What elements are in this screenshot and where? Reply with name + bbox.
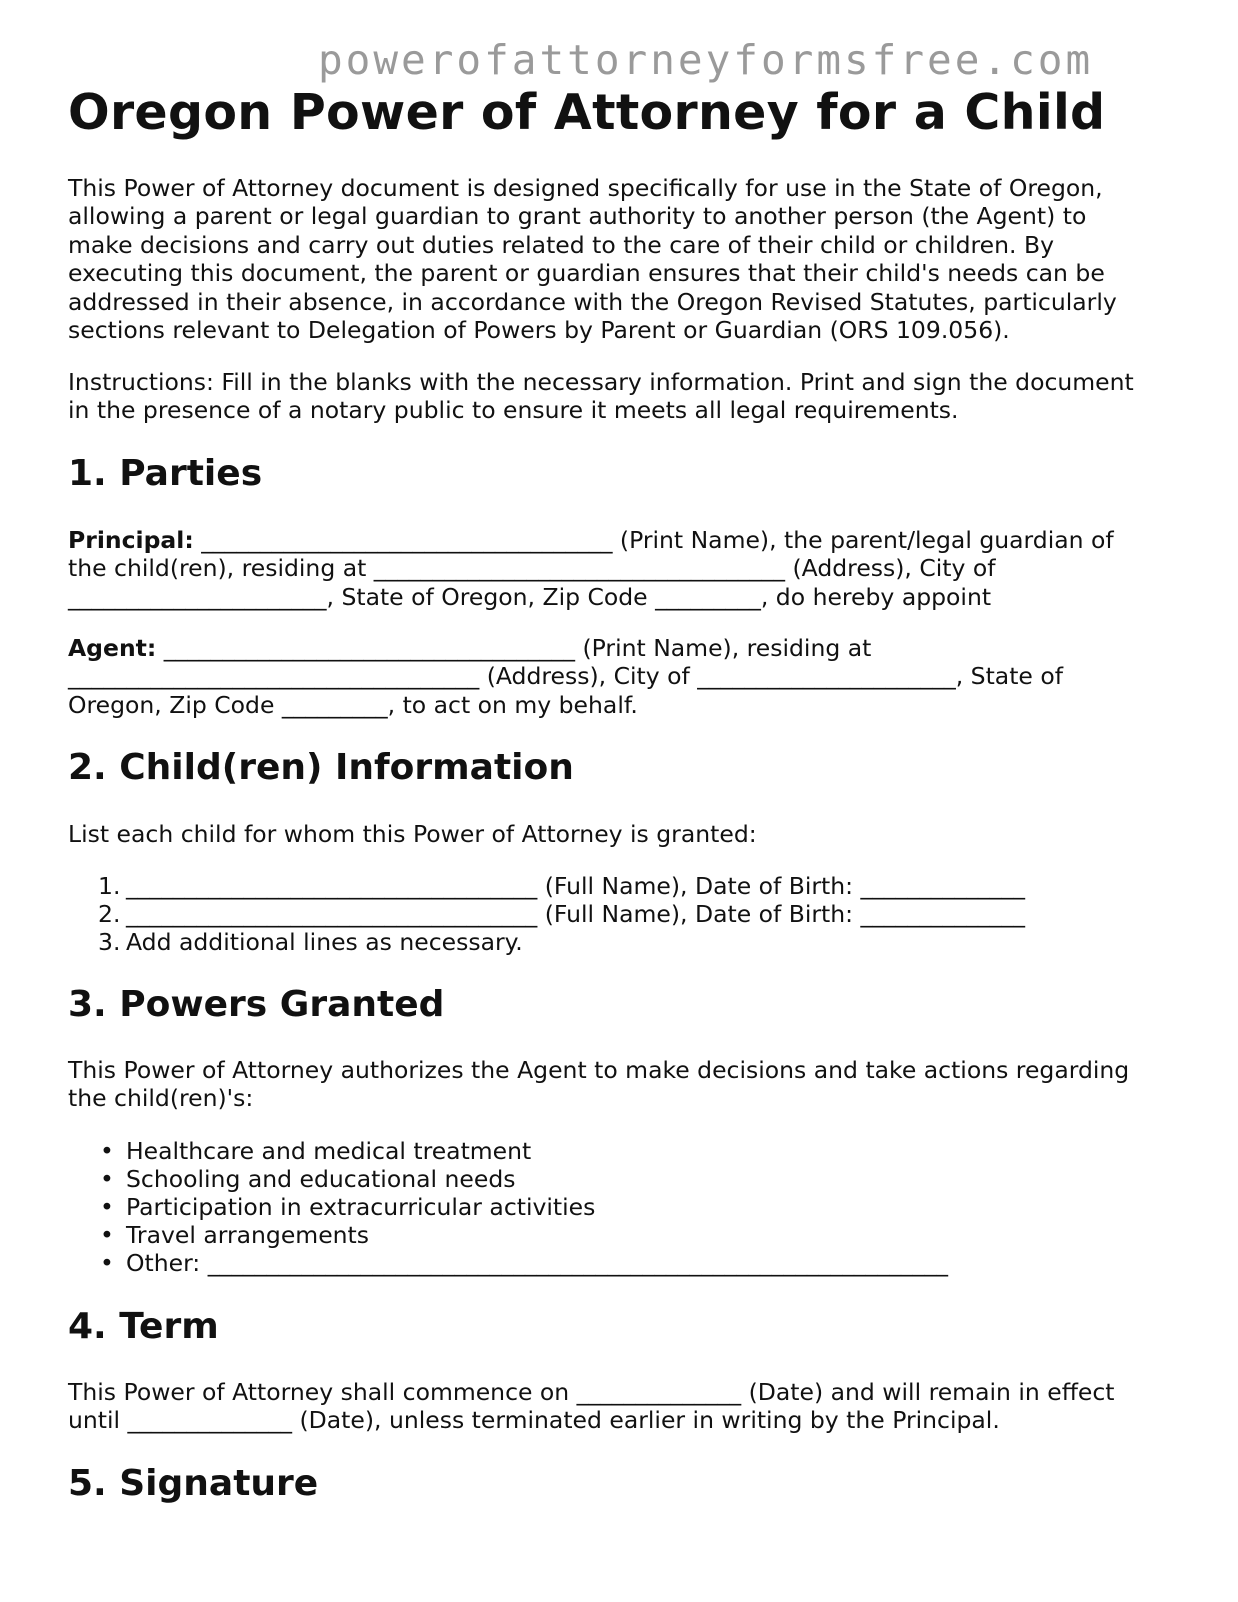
- powers-intro-line: This Power of Attorney authorizes the Agent to make decisions and take actions regarding: [68, 1056, 1130, 1084]
- bullet-icon: •: [100, 1221, 114, 1249]
- child-entry-line: ___________________________________ (Full Name), Date of Birth: ______________: [126, 900, 1026, 928]
- intro-line: sections relevant to Delegation of Powers by Parent or Guardian (ORS 109.056).: [68, 316, 1010, 345]
- children-intro: List each child for whom this Power of Attorney is granted:: [68, 820, 757, 848]
- list-item-number: 1.: [98, 872, 121, 900]
- section-heading-signature: 5. Signature: [68, 1463, 319, 1504]
- document-title: Oregon Power of Attorney for a Child: [68, 84, 1106, 141]
- instructions-line: Instructions: Fill in the blanks with the necessary information. Print and sign the document: [68, 368, 1134, 396]
- principal-name-blank: ___________________________________ (Print Name), the parent/legal guardian of: [193, 526, 1114, 554]
- intro-line: executing this document, the parent or guardian ensures that their child's needs can be: [68, 259, 1105, 288]
- power-item: Healthcare and medical treatment: [126, 1137, 532, 1165]
- child-entry-note: Add additional lines as necessary.: [126, 928, 523, 956]
- power-item: Schooling and educational needs: [126, 1165, 516, 1193]
- agent-zip-line: Oregon, Zip Code _________, to act on my behalf.: [68, 690, 638, 719]
- agent-address-line: ___________________________________ (Address), City of ______________________, State of: [68, 662, 1063, 691]
- section-heading-powers: 3. Powers Granted: [68, 984, 445, 1025]
- principal-city-line: ______________________, State of Oregon, Zip Code _________, do hereby appoint: [68, 582, 992, 611]
- bullet-icon: •: [100, 1193, 114, 1221]
- agent-line: [68, 634, 1063, 662]
- intro-line: allowing a parent or legal guardian to grant authority to another person (the Agent) to: [68, 202, 1087, 231]
- principal-address-line: the child(ren), residing at ___________________________________ (Address), City of: [68, 554, 996, 583]
- list-item-number: 3.: [98, 928, 121, 956]
- term-line: This Power of Attorney shall commence on ______________ (Date) and will remain in effect: [68, 1378, 1115, 1406]
- instructions-paragraph: [68, 368, 1134, 425]
- section-heading-parties: 1. Parties: [68, 453, 263, 494]
- bullet-icon: •: [100, 1249, 114, 1277]
- agent-label: Agent:: [68, 634, 157, 662]
- intro-paragraph: [68, 174, 1117, 344]
- section-heading-term: 4. Term: [68, 1306, 219, 1347]
- section-heading-children: 2. Child(ren) Information: [68, 747, 574, 788]
- principal-label: Principal:: [68, 526, 194, 554]
- bullet-icon: •: [100, 1137, 114, 1165]
- agent-paragraph: [68, 634, 1063, 719]
- bullet-icon: •: [100, 1165, 114, 1193]
- agent-name-blank: ___________________________________ (Print Name), residing at: [156, 634, 872, 662]
- instructions-line: in the presence of a notary public to ensure it meets all legal requirements.: [68, 396, 959, 425]
- intro-line: This Power of Attorney document is designed specifically for use in the State of Oregon,: [68, 174, 1103, 202]
- intro-line: addressed in their absence, in accordance with the Oregon Revised Statutes, particularly: [68, 287, 1117, 316]
- principal-paragraph: [68, 526, 1114, 611]
- watermark-text: powerofattorneyformsfree.com: [318, 36, 1094, 84]
- power-item: Travel arrangements: [126, 1221, 370, 1249]
- power-item: Participation in extracurricular activities: [126, 1193, 596, 1221]
- principal-line: [68, 526, 1114, 554]
- power-item-other: Other: _______________________________________________________________: [126, 1249, 948, 1277]
- term-line: until ______________ (Date), unless terminated earlier in writing by the Principal.: [68, 1406, 1000, 1435]
- powers-intro: [68, 1056, 1129, 1113]
- term-paragraph: [68, 1378, 1115, 1435]
- intro-line: make decisions and carry out duties related to the care of their child or children. By: [68, 230, 1055, 259]
- powers-intro-line: the child(ren)'s:: [68, 1084, 254, 1113]
- child-entry-line: ___________________________________ (Full Name), Date of Birth: ______________: [126, 872, 1026, 900]
- list-item-number: 2.: [98, 900, 121, 928]
